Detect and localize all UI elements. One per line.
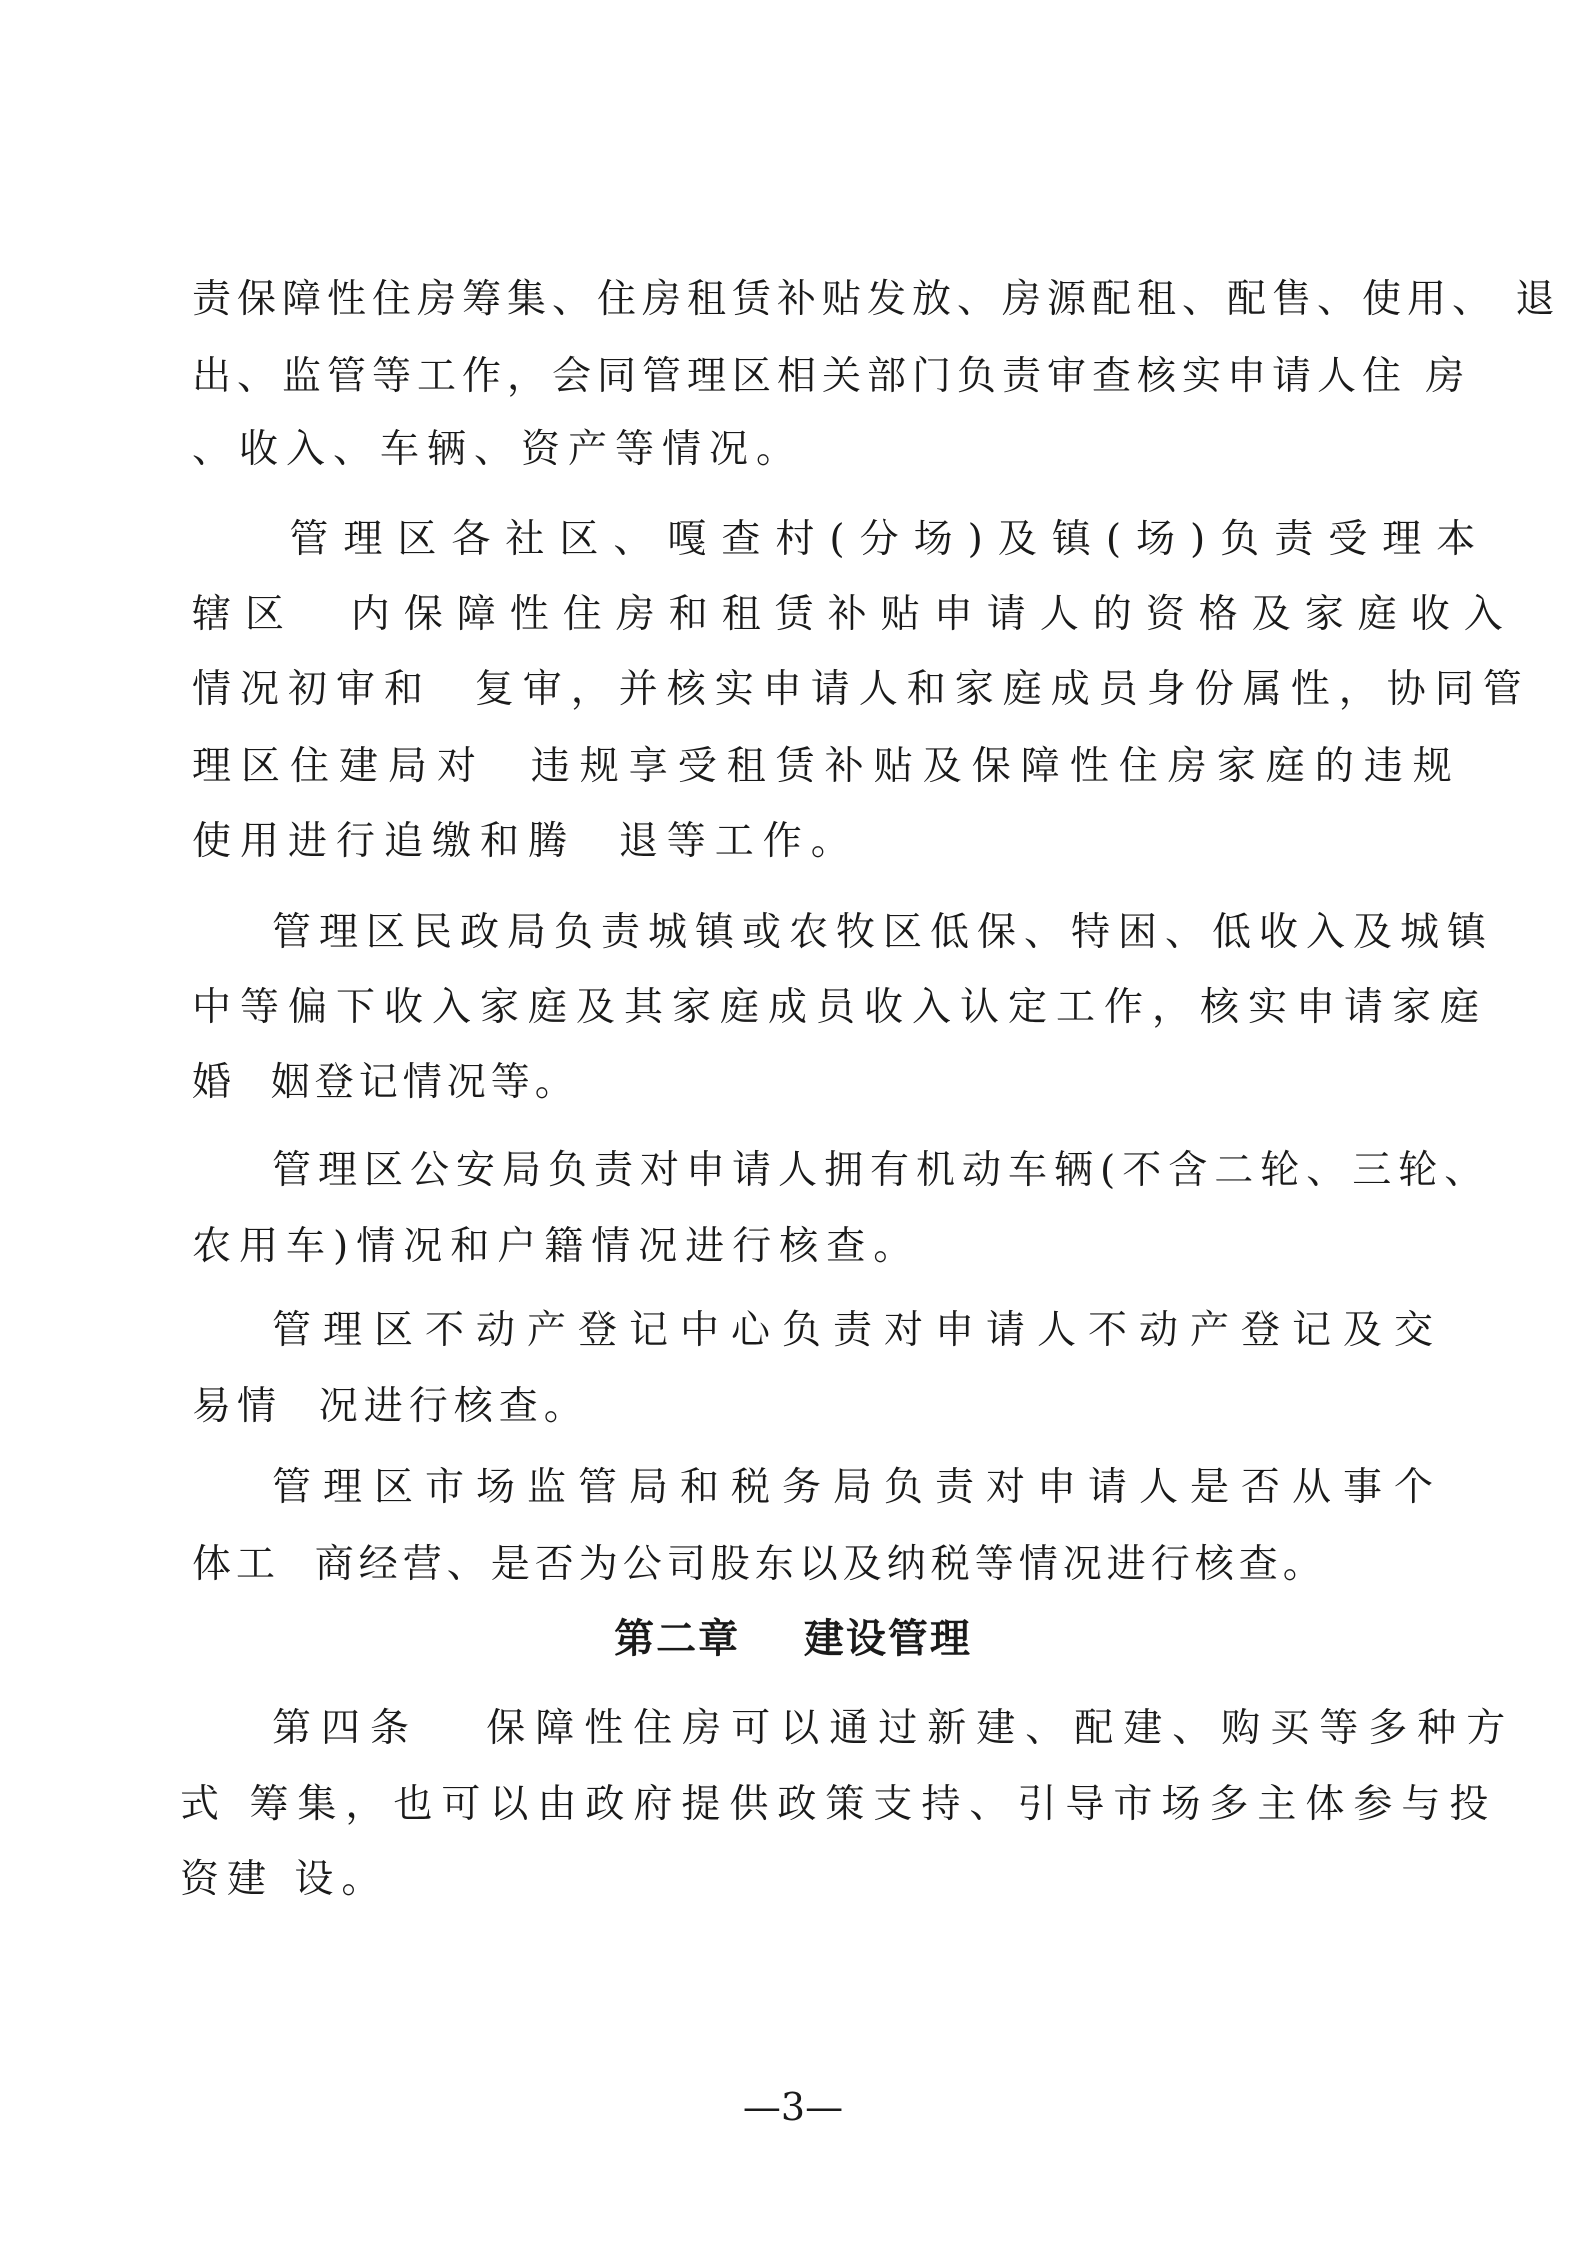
text-line: 体工 商经营、是否为公司股东以及纳税等情况进行核查。 xyxy=(192,1542,1327,1587)
chapter-heading: 第二章 建设管理 xyxy=(614,1616,972,1662)
text-line: 式 筹集，也可以由政府提供政策支持、引导市场多主体参与投 xyxy=(180,1782,1498,1827)
text-line: 管理区不动产登记中心负责对申请人不动产登记及交 xyxy=(272,1308,1446,1353)
text-line: 农用车)情况和户籍情况进行核查。 xyxy=(192,1224,921,1269)
text-line: 管理区民政局负责城镇或农牧区低保、特困、低收入及城镇 xyxy=(272,910,1495,955)
text-line: 管理区各社区、嘎查村(分场)及镇(场)负责受理本 xyxy=(262,517,1491,562)
text-line: 资建 设。 xyxy=(180,1857,389,1902)
text-line: 理区住建局对 违规享受租赁补贴及保障性住房家庭的违规 xyxy=(192,744,1462,789)
text-line: 易情 况进行核查。 xyxy=(192,1384,589,1429)
text-line: 中等偏下收入家庭及其家庭成员收入认定工作，核实申请家庭 xyxy=(192,985,1489,1030)
page-number: —3— xyxy=(742,2085,844,2129)
text-line: 责保障性住房筹集、住房租赁补贴发放、房源配租、配售、使用、 退 xyxy=(192,277,1561,322)
text-line: 使用进行追缴和腾 退等工作。 xyxy=(192,819,859,864)
text-line: 出、监管等工作，会同管理区相关部门负责审查核实申请人住 房 xyxy=(192,354,1471,399)
text-line: 辖区 内保障性住房和租赁补贴申请人的资格及家庭收入 xyxy=(192,592,1517,637)
text-line: 婚 姻登记情况等。 xyxy=(192,1060,579,1105)
text-line: 管理区市场监管局和税务局负责对申请人是否从事个 xyxy=(272,1465,1446,1510)
text-line: 情况初审和 复审，并核实申请人和家庭成员身份属性，协同管 xyxy=(192,667,1531,712)
text-line: 第四条 保障性住房可以通过新建、配建、购买等多种方 xyxy=(272,1706,1516,1751)
text-line: 管理区公安局负责对申请人拥有机动车辆(不含二轮、三轮、 xyxy=(272,1148,1491,1193)
text-line: 、收入、车辆、资产等情况。 xyxy=(192,427,804,472)
